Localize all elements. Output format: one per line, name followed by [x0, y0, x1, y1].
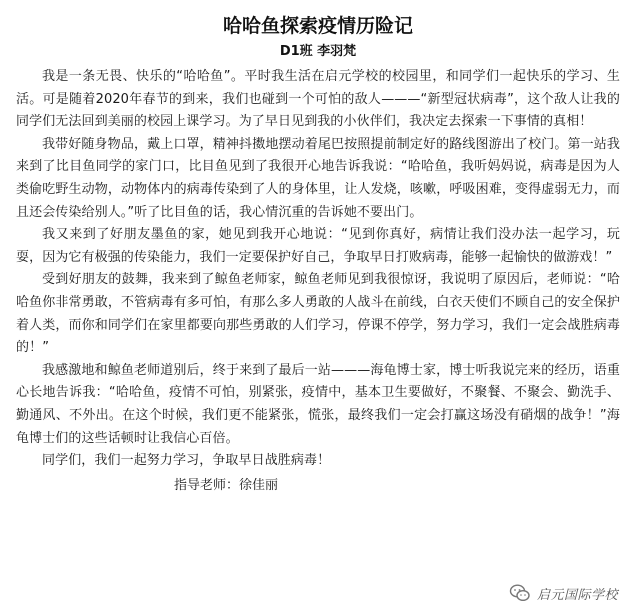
paragraph-4: 受到好朋友的鼓舞，我来到了鲸鱼老师家，鲸鱼老师见到我很惊讶，我说明了原因后，老师说：“哈哈鱼你非常勇敢，不管病毒有多可怕，有那么多人勇敢的人战斗在前线，白衣天使们不顾自己的安全保护着人类，而你和同学们在家里都要向那些勇敢的人们学习，停课不停学，努力学习，我们一定会战胜病毒的！” — [16, 272, 620, 356]
wechat-icon — [509, 582, 531, 604]
watermark-text: 启元国际学校 — [536, 587, 618, 603]
paragraph-1: 我是一条无畏、快乐的“哈哈鱼”。平时我生活在启元学校的校园里，和同学们一起快乐的学习、生活。可是随着2020年春节的到来，我们也碰到一个可怕的敌人———“新型冠状病毒”，这个敌人让我的同学们无法回到美丽的校园上课学习。为了早日见到我的小伙伴们，我决定去探索一下事情的真相！ — [16, 69, 620, 130]
paragraph-3: 我又来到了好朋友墨鱼的家，她见到我开心地说：“见到你真好，病情让我们没办法一起学习，玩耍，因为它有极强的传染能力，我们一定要保护好自己，争取早日打败病毒，能够一起愉快的做游戏！” — [16, 227, 620, 265]
watermark — [509, 582, 618, 604]
paragraph-6: 同学们，我们一起努力学习，争取早日战胜病毒！ — [42, 453, 331, 469]
document-byline: D1班 李羽梵 — [279, 44, 357, 59]
teacher-credit: 指导老师：徐佳丽 — [174, 477, 279, 493]
paragraph-2: 我带好随身物品，戴上口罩，精神抖擞地摆动着尾巴按照提前制定好的路线图游出了校门。第一站我来到了比目鱼同学的家门口，比目鱼见到了我很开心地告诉我说：“哈哈鱼，我听妈妈说，病毒是因为人类偷吃野生动物，动物体内的病毒传染到了人的身体里，让人发烧，咳嗽，呼吸困难，变得虚弱无力，而且还会传染给别人。”听了比目鱼的话，我心情沉重的告诉她不要出门。 — [16, 136, 620, 220]
document-title: 哈哈鱼探索疫情历险记 — [222, 15, 413, 37]
paragraph-5: 我感激地和鲸鱼老师道别后，终于来到了最后一站———海龟博士家，博士听我说完来的经历，语重心长地告诉我：“哈哈鱼，疫情不可怕，别紧张，疫情中，基本卫生要做好，不聚餐、不聚会、勤洗手、勤通风、不外出。在这个时候，我们更不能紧张，慌张，最终我们一定会打赢这场没有硝烟的战争！”海龟博士们的这些话顿时让我信心百倍。 — [16, 362, 620, 446]
